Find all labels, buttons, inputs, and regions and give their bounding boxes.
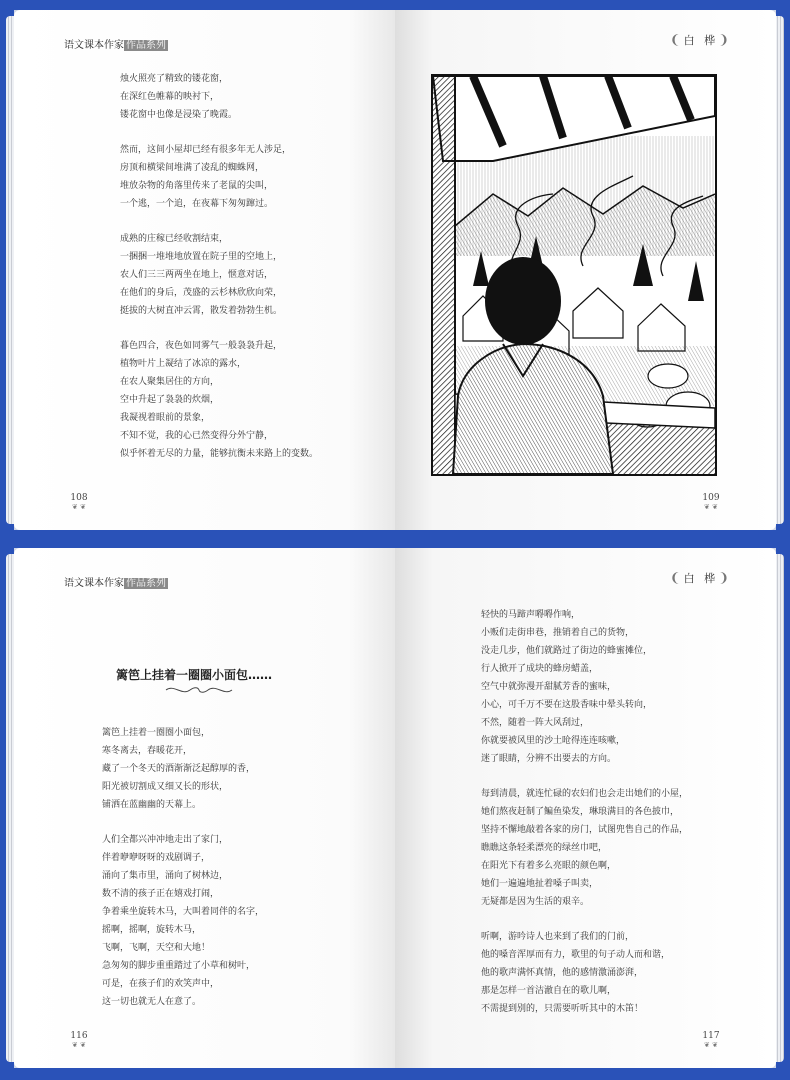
poem-line: 一捆捆一堆堆地放置在院子里的空地上，: [120, 252, 283, 262]
poem-text: [481, 606, 688, 1035]
page-number-117: [696, 1031, 726, 1048]
poem-line: 在他们的身后，茂盛的云杉林欣欣向荣，: [120, 288, 283, 298]
page-number-116: [64, 1031, 94, 1048]
poem-heading: 篱笆上挂着一圈圈小面包……: [116, 668, 273, 682]
poem-stanza: [102, 724, 264, 814]
poem-line: 每到清晨，就连忙碌的农妇们也会走出她们的小屋，: [481, 789, 689, 799]
poem-line: 急匆匆的脚步重重踏过了小草和树叶，: [102, 961, 256, 971]
book-title: 白 桦: [683, 34, 719, 47]
poem-line: 空气中就弥漫开甜腻芳香的蜜味，: [481, 682, 617, 692]
poem-line: 没走几步，他们就路过了街边的蜂蜜摊位，: [481, 646, 653, 656]
page-number-109: [696, 493, 726, 510]
page-116: [14, 548, 395, 1068]
poem-line: 迷了眼睛，分辨不出要去的方向。: [481, 754, 617, 764]
poem-line: 不然，随着一阵大风刮过，: [481, 718, 590, 728]
series-header: [64, 574, 168, 589]
page-number-108: [64, 493, 94, 510]
poem-line: 争着乘坐旋转木马，大叫着同伴的名字，: [102, 907, 265, 917]
illustration-svg: [433, 76, 715, 474]
poem-text: [120, 70, 318, 480]
book-title-header: [670, 570, 732, 586]
poem-line: 空中升起了袅袅的炊烟，: [120, 395, 220, 405]
page-number-label: 116: [70, 1031, 88, 1041]
poem-line: 然而，这间小屋却已经有很多年无人涉足，: [120, 145, 292, 155]
poem-line: 成熟的庄稼已经收割结束，: [120, 234, 229, 244]
poem-line: 坚持不懈地敲着各家的房门，试图兜售自己的作品，: [481, 825, 689, 835]
poem-line: 她们熬夜赶制了鳊鱼染发，琳琅满目的各色披巾，: [481, 807, 680, 817]
laurel-right-icon: ❩: [718, 571, 732, 586]
poem-stanza: [120, 70, 318, 124]
laurel-left-icon: ❨: [669, 571, 684, 586]
poem-line: 农人们三三两两坐在地上，惬意对话，: [120, 270, 274, 280]
poem-line: 烛火照亮了精致的镂花窗，: [120, 74, 229, 84]
poem-line: 那是怎样一首洁澈自在的歌儿啊，: [481, 986, 617, 996]
poem-line: 我凝视着眼前的景象，: [120, 413, 211, 423]
poem-line: 飞啊，飞啊，天空和大地！: [102, 943, 211, 953]
book-title: 白 桦: [683, 572, 719, 585]
poem-stanza: [102, 831, 264, 1011]
poem-line: 轻快的马蹄声嘚嘚作响，: [481, 610, 581, 620]
poem-line: 涌向了集市里，涌向了树林边，: [102, 871, 229, 881]
poem-line: 小心，可千万不要在这股香味中晕头转向，: [481, 700, 653, 710]
page-109: [395, 10, 776, 530]
illustration-boy-at-window: [431, 74, 717, 476]
poem-line: 这一切也就无人在意了。: [102, 997, 202, 1007]
laurel-right-icon: ❩: [718, 33, 732, 48]
poem-text: [102, 724, 264, 1028]
poem-line: 植物叶片上凝结了冰凉的露水，: [120, 359, 247, 369]
poem-stanza: [481, 606, 688, 768]
laurel-icon: ❦ ❦: [704, 503, 718, 511]
poem-stanza: [481, 928, 688, 1018]
poem-line: 他的嗓音浑厚而有力，歌里的句子动人而和谐，: [481, 950, 671, 960]
poem-line: 听啊，游吟诗人也来到了我们的门前，: [481, 932, 635, 942]
series-prefix: 语文课本作家: [64, 578, 124, 589]
ornament-swirl-icon: [164, 684, 234, 696]
poem-line: 她们一遍遍地扯着嗓子叫卖，: [481, 879, 599, 889]
poem-line: 小贩们走街串巷，推销着自己的货物，: [481, 628, 635, 638]
book-spread-top: [14, 10, 776, 530]
poem-stanza: [120, 337, 318, 463]
poem-line: 他的歌声满怀真情，他的感情激涌澎湃，: [481, 968, 644, 978]
laurel-icon: ❦ ❦: [72, 1041, 86, 1049]
poem-line: 篱笆上挂着一圈圈小面包，: [102, 728, 211, 738]
page-number-label: 108: [70, 493, 88, 503]
poem-line: 堆放杂物的角落里传来了老鼠的尖叫，: [120, 181, 274, 191]
page-number-label: 117: [702, 1031, 720, 1041]
series-tag: 作品系列: [126, 40, 166, 51]
poem-line: 行人掀开了成块的蜂房蜡盖，: [481, 664, 599, 674]
laurel-icon: ❦ ❦: [72, 503, 86, 511]
poem-line: 可是，在孩子们的欢笑声中，: [102, 979, 220, 989]
page-108: [14, 10, 395, 530]
page-117: [395, 548, 776, 1068]
poem-line: 不知不觉，我的心已然变得分外宁静，: [120, 431, 274, 441]
page-number-label: 109: [702, 493, 720, 503]
poem-line: 人们全都兴冲冲地走出了家门，: [102, 835, 229, 845]
poem-line: 无疑都是因为生活的艰辛。: [481, 897, 590, 907]
book-spread-bottom: [14, 548, 776, 1068]
poem-line: 阳光被切割成又细又长的形状，: [102, 782, 229, 792]
poem-line: 在阳光下有着多么亮眼的颜色啊，: [481, 861, 617, 871]
poem-line: 挺拔的大树直冲云霄，散发着勃勃生机。: [120, 306, 283, 316]
poem-line: 摇啊，摇啊，旋转木马，: [102, 925, 202, 935]
poem-line: 铺洒在蓝幽幽的天幕上。: [102, 800, 202, 810]
poem-line: 似乎怀着无尽的力量，能够抗衡未来路上的变数。: [120, 449, 319, 459]
poem-stanza: [120, 230, 318, 320]
series-prefix: 语文课本作家: [64, 40, 124, 51]
poem-line: 藏了一个冬天的酒渐渐泛起醇厚的香，: [102, 764, 256, 774]
poem-line: 房顶和横梁间堆满了凌乱的蜘蛛网，: [120, 163, 265, 173]
poem-line: 在农人聚集居住的方向，: [120, 377, 220, 387]
poem-line: 一个逃，一个追，在夜幕下匆匆蹿过。: [120, 199, 274, 209]
poem-line: 你就要被风里的沙土呛得连连咳嗽，: [481, 736, 626, 746]
poem-line: 镂花窗中也像是浸染了晚霞。: [120, 110, 238, 120]
poem-stanza: [481, 785, 688, 911]
poem-line: 瞧瞧这条轻柔漂亮的绿丝巾吧，: [481, 843, 608, 853]
series-tag: 作品系列: [126, 578, 166, 589]
poem-line: 暮色四合，夜色如同雾气一般袅袅升起，: [120, 341, 283, 351]
laurel-left-icon: ❨: [669, 33, 684, 48]
poem-stanza: [120, 141, 318, 213]
poem-line: 数不清的孩子正在嬉戏打闹，: [102, 889, 220, 899]
laurel-icon: ❦ ❦: [704, 1041, 718, 1049]
poem-line: 不需提到别的，只需要听听其中的木笛！: [481, 1004, 644, 1014]
poem-line: 伴着咿咿呀呀的戏剧调子，: [102, 853, 211, 863]
book-title-header: [670, 32, 732, 48]
poem-line: 在深红色帷幕的映衬下，: [120, 92, 220, 102]
poem-line: 寒冬离去，春暖花开，: [102, 746, 193, 756]
series-header: [64, 36, 168, 51]
